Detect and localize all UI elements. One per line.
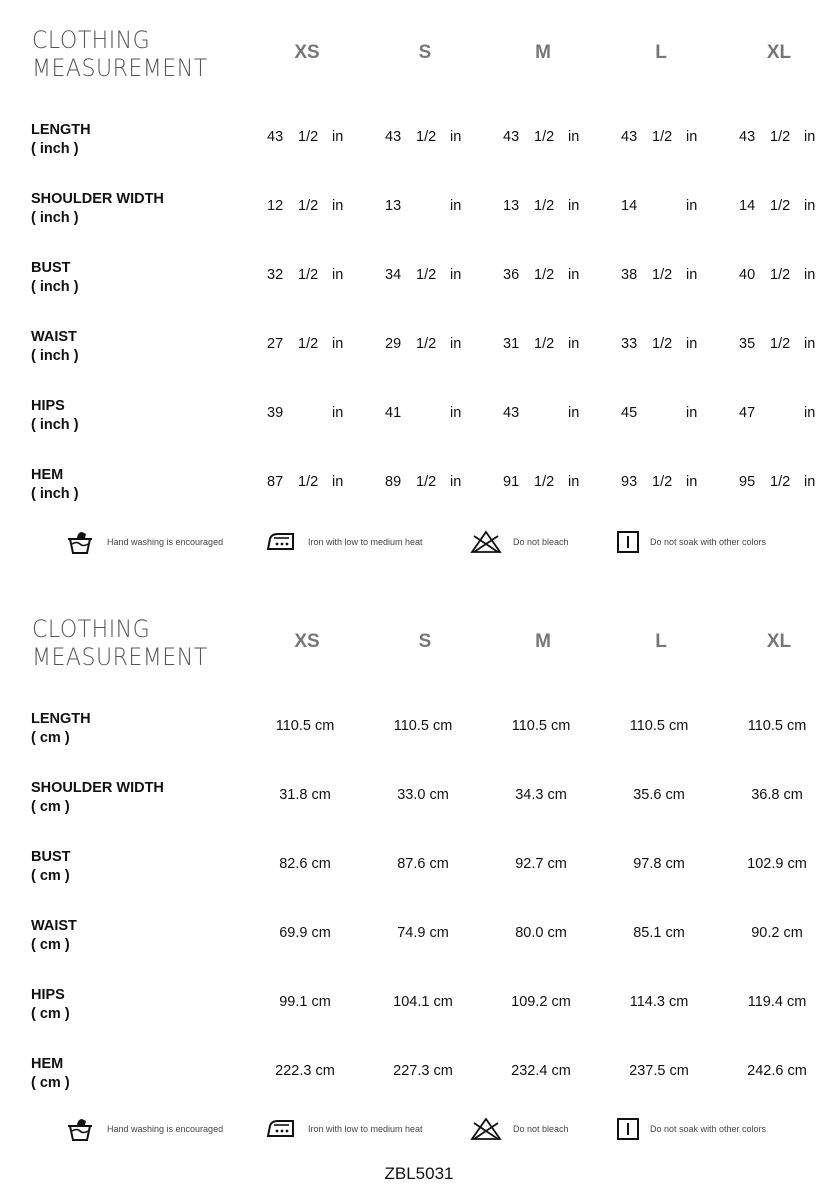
measurement-unit: ( cm ) bbox=[31, 1006, 70, 1022]
iron-icon bbox=[266, 530, 296, 557]
cell-frac: 1/2 bbox=[770, 267, 791, 283]
product-code: ZBL5031 bbox=[384, 1164, 454, 1183]
cell-whole: 14 bbox=[621, 198, 638, 214]
cm-table-title bbox=[32, 615, 208, 671]
care-text: Iron with low to medium heat bbox=[308, 537, 423, 547]
cell-unit: in bbox=[450, 267, 462, 283]
table-cell: 90.2 cm bbox=[751, 925, 803, 941]
care-text: Do not soak with other colors bbox=[650, 537, 767, 547]
table-cell: 33.0 cm bbox=[397, 787, 449, 803]
measurement-name: HIPS bbox=[31, 987, 65, 1003]
title-line-1: CLOTHING bbox=[32, 26, 151, 54]
size-header-m: M bbox=[535, 631, 551, 652]
measurement-name: HIPS bbox=[31, 398, 65, 414]
size-header-xs: XS bbox=[294, 631, 320, 652]
inch-table-title bbox=[32, 26, 208, 82]
cell-unit: in bbox=[568, 198, 580, 214]
table-cell: 82.6 cm bbox=[279, 856, 331, 872]
table-cell: 36.8 cm bbox=[751, 787, 803, 803]
measurement-unit: ( cm ) bbox=[31, 799, 70, 815]
cell-frac: 1/2 bbox=[652, 129, 673, 145]
cell-unit: in bbox=[686, 405, 698, 421]
size-header-s: S bbox=[418, 631, 432, 652]
row-label bbox=[31, 328, 79, 366]
cell-frac: 1/2 bbox=[652, 474, 673, 490]
cell-unit: in bbox=[332, 198, 344, 214]
table-cell: 114.3 cm bbox=[629, 994, 689, 1010]
measurement-name: LENGTH bbox=[31, 711, 91, 727]
cell-whole: 38 bbox=[621, 267, 638, 283]
cell-frac: 1/2 bbox=[298, 198, 319, 214]
cell-whole: 27 bbox=[267, 336, 284, 352]
measurement-unit: ( inch ) bbox=[31, 279, 79, 295]
cell-frac: 1/2 bbox=[534, 198, 555, 214]
size-header-xl: XL bbox=[766, 42, 792, 63]
row-label bbox=[31, 779, 164, 817]
cell-unit: in bbox=[450, 474, 462, 490]
measurement-name: HEM bbox=[31, 467, 64, 483]
cell-unit: in bbox=[804, 129, 816, 145]
measurement-name: SHOULDER WIDTH bbox=[31, 191, 164, 207]
cell-unit: in bbox=[686, 129, 698, 145]
cell-whole: 14 bbox=[739, 198, 756, 214]
table-cell: 237.5 cm bbox=[629, 1063, 689, 1079]
size-header-l: L bbox=[655, 42, 667, 63]
cell-unit: in bbox=[332, 405, 344, 421]
table-cell: 80.0 cm bbox=[515, 925, 567, 941]
table-cell: 69.9 cm bbox=[279, 925, 331, 941]
cell-unit: in bbox=[686, 474, 698, 490]
cell-whole: 36 bbox=[503, 267, 520, 283]
row-label bbox=[31, 466, 79, 504]
cell-unit: in bbox=[332, 336, 344, 352]
cell-whole: 33 bbox=[621, 336, 638, 352]
table-cell: 110.5 cm bbox=[393, 718, 453, 734]
measurement-name: WAIST bbox=[31, 329, 77, 345]
cell-unit: in bbox=[332, 129, 344, 145]
cell-frac: 1/2 bbox=[652, 336, 673, 352]
do-not-bleach-icon bbox=[470, 530, 502, 559]
cell-whole: 91 bbox=[503, 474, 520, 490]
row-label bbox=[31, 1055, 70, 1093]
measurement-unit: ( cm ) bbox=[31, 730, 70, 746]
cell-whole: 12 bbox=[267, 198, 284, 214]
cell-unit: in bbox=[686, 336, 698, 352]
cell-whole: 43 bbox=[503, 405, 520, 421]
measurement-name: BUST bbox=[31, 260, 71, 276]
care-text: Do not bleach bbox=[513, 1124, 569, 1134]
cell-frac: 1/2 bbox=[416, 474, 437, 490]
cell-unit: in bbox=[804, 336, 816, 352]
table-cell: 227.3 cm bbox=[393, 1063, 453, 1079]
row-label bbox=[31, 121, 91, 159]
measurement-unit: ( inch ) bbox=[31, 141, 79, 157]
cell-frac: 1/2 bbox=[770, 198, 791, 214]
hand-wash-icon bbox=[66, 530, 94, 561]
table-cell: 110.5 cm bbox=[747, 718, 807, 734]
table-cell: 232.4 cm bbox=[511, 1063, 571, 1079]
measurement-unit: ( cm ) bbox=[31, 1075, 70, 1091]
iron-icon bbox=[266, 1117, 296, 1144]
cell-whole: 93 bbox=[621, 474, 638, 490]
cell-frac: 1/2 bbox=[534, 474, 555, 490]
table-cell: 102.9 cm bbox=[747, 856, 807, 872]
row-label bbox=[31, 848, 70, 886]
cell-unit: in bbox=[686, 267, 698, 283]
table-cell: 222.3 cm bbox=[275, 1063, 335, 1079]
cell-frac: 1/2 bbox=[770, 129, 791, 145]
cell-whole: 95 bbox=[739, 474, 756, 490]
cell-unit: in bbox=[332, 267, 344, 283]
table-cell: 97.8 cm bbox=[633, 856, 685, 872]
measurement-name: HEM bbox=[31, 1056, 64, 1072]
care-text: Hand washing is encouraged bbox=[107, 1124, 224, 1134]
table-cell: 35.6 cm bbox=[633, 787, 685, 803]
cell-unit: in bbox=[450, 129, 462, 145]
table-cell: 99.1 cm bbox=[279, 994, 331, 1010]
size-header-xl: XL bbox=[766, 631, 792, 652]
cell-unit: in bbox=[686, 198, 698, 214]
cell-whole: 89 bbox=[385, 474, 402, 490]
cell-unit: in bbox=[804, 405, 816, 421]
table-cell: 34.3 cm bbox=[515, 787, 567, 803]
cell-whole: 87 bbox=[267, 474, 284, 490]
care-text: Do not bleach bbox=[513, 537, 569, 547]
cell-frac: 1/2 bbox=[416, 336, 437, 352]
cell-whole: 13 bbox=[503, 198, 520, 214]
row-label bbox=[31, 397, 79, 435]
cell-whole: 43 bbox=[621, 129, 638, 145]
row-label bbox=[31, 986, 70, 1024]
cell-whole: 43 bbox=[385, 129, 402, 145]
title-line-2: MEASUREMENT bbox=[32, 54, 208, 82]
measurement-unit: ( cm ) bbox=[31, 868, 70, 884]
row-label bbox=[31, 710, 91, 748]
cell-frac: 1/2 bbox=[298, 474, 319, 490]
measurement-unit: ( inch ) bbox=[31, 210, 79, 226]
cell-unit: in bbox=[450, 198, 462, 214]
table-cell: 85.1 cm bbox=[633, 925, 685, 941]
cell-frac: 1/2 bbox=[416, 129, 437, 145]
measurement-unit: ( inch ) bbox=[31, 417, 79, 433]
cell-whole: 41 bbox=[385, 405, 402, 421]
cell-whole: 32 bbox=[267, 267, 284, 283]
size-header-s: S bbox=[418, 42, 432, 63]
size-header-l: L bbox=[655, 631, 667, 652]
cell-unit: in bbox=[804, 267, 816, 283]
cell-whole: 29 bbox=[385, 336, 402, 352]
cell-whole: 31 bbox=[503, 336, 520, 352]
table-cell: 119.4 cm bbox=[747, 994, 807, 1010]
table-cell: 104.1 cm bbox=[393, 994, 453, 1010]
care-text: Hand washing is encouraged bbox=[107, 537, 224, 547]
do-not-bleach-icon bbox=[470, 1117, 502, 1146]
size-header-m: M bbox=[535, 42, 551, 63]
measurement-name: LENGTH bbox=[31, 122, 91, 138]
cell-unit: in bbox=[568, 474, 580, 490]
cell-whole: 43 bbox=[503, 129, 520, 145]
cell-unit: in bbox=[804, 474, 816, 490]
cell-whole: 43 bbox=[739, 129, 756, 145]
cell-frac: 1/2 bbox=[416, 267, 437, 283]
row-label bbox=[31, 917, 77, 955]
table-cell: 92.7 cm bbox=[515, 856, 567, 872]
measurement-unit: ( inch ) bbox=[31, 348, 79, 364]
title-line-1: CLOTHING bbox=[32, 615, 151, 643]
care-text: Do not soak with other colors bbox=[650, 1124, 767, 1134]
do-not-soak-icon bbox=[616, 530, 640, 559]
table-cell: 109.2 cm bbox=[511, 994, 571, 1010]
cell-unit: in bbox=[568, 129, 580, 145]
cell-frac: 1/2 bbox=[534, 336, 555, 352]
measurement-name: SHOULDER WIDTH bbox=[31, 780, 164, 796]
table-cell: 87.6 cm bbox=[397, 856, 449, 872]
cell-frac: 1/2 bbox=[298, 267, 319, 283]
table-cell: 110.5 cm bbox=[511, 718, 571, 734]
cell-frac: 1/2 bbox=[770, 474, 791, 490]
measurement-name: BUST bbox=[31, 849, 71, 865]
cell-whole: 13 bbox=[385, 198, 402, 214]
cell-frac: 1/2 bbox=[770, 336, 791, 352]
cell-whole: 34 bbox=[385, 267, 402, 283]
cell-frac: 1/2 bbox=[534, 267, 555, 283]
cell-whole: 40 bbox=[739, 267, 756, 283]
cell-unit: in bbox=[332, 474, 344, 490]
measurement-unit: ( inch ) bbox=[31, 486, 79, 502]
title-line-2: MEASUREMENT bbox=[32, 643, 208, 671]
cell-whole: 47 bbox=[739, 405, 756, 421]
measurement-name: WAIST bbox=[31, 918, 77, 934]
cell-frac: 1/2 bbox=[298, 336, 319, 352]
cell-unit: in bbox=[568, 267, 580, 283]
cm-measurement-table bbox=[0, 589, 838, 1149]
table-cell: 110.5 cm bbox=[275, 718, 335, 734]
row-label bbox=[31, 190, 164, 228]
care-text: Iron with low to medium heat bbox=[308, 1124, 423, 1134]
table-cell: 74.9 cm bbox=[397, 925, 449, 941]
do-not-soak-icon bbox=[616, 1117, 640, 1146]
cell-frac: 1/2 bbox=[652, 267, 673, 283]
cell-unit: in bbox=[568, 336, 580, 352]
cell-frac: 1/2 bbox=[534, 129, 555, 145]
table-cell: 31.8 cm bbox=[279, 787, 331, 803]
cell-unit: in bbox=[450, 336, 462, 352]
cell-unit: in bbox=[568, 405, 580, 421]
table-cell: 242.6 cm bbox=[747, 1063, 807, 1079]
cell-unit: in bbox=[450, 405, 462, 421]
cell-whole: 39 bbox=[267, 405, 284, 421]
hand-wash-icon bbox=[66, 1117, 94, 1148]
inch-measurement-table bbox=[0, 0, 838, 580]
cell-whole: 43 bbox=[267, 129, 284, 145]
cell-frac: 1/2 bbox=[298, 129, 319, 145]
cell-whole: 35 bbox=[739, 336, 756, 352]
table-cell: 110.5 cm bbox=[629, 718, 689, 734]
measurement-unit: ( cm ) bbox=[31, 937, 70, 953]
size-header-xs: XS bbox=[294, 42, 320, 63]
cell-whole: 45 bbox=[621, 405, 638, 421]
row-label bbox=[31, 259, 79, 297]
cell-unit: in bbox=[804, 198, 816, 214]
